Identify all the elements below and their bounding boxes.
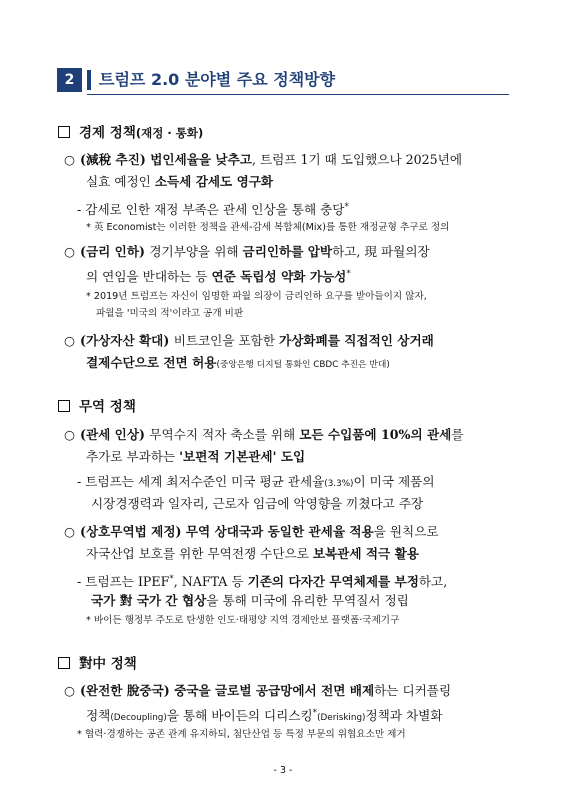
- econ-sub-1: - 감세로 인한 재정 부족은 관세 인상을 통해 충당*: [77, 202, 349, 218]
- trade-sub-2: - 트럼프는 IPEF*, NAFTA 등 기존의 다자간 무역체제를 부정하고,: [77, 574, 448, 590]
- page-number: - 3 -: [273, 765, 293, 776]
- china-bullet-1-line-2: 정책(Decoupling)을 통해 바이든의 디리스킹*(Derisking)정책과 차별화: [86, 708, 443, 724]
- trade-bullet-2-line-2: 자국산업 보호를 위한 무역전쟁 수단으로 보복관세 적극 활용: [86, 546, 419, 561]
- china-note-1: * 협력·경쟁하는 공존 관계 유지하되, 첨단산업 등 특정 부문의 위협요소만 제거: [77, 729, 406, 740]
- econ-bullet-3-line-2: 결제수단으로 전면 허용(중앙은행 디지털 통화인 CBDC 추진은 반대): [86, 355, 390, 370]
- trade-sub-1-cont: 시장경쟁력과 일자리, 근로자 임금에 악영향을 끼쳤다고 주장: [91, 496, 424, 511]
- header-accent-bar: [87, 70, 91, 90]
- econ-bullet-2-line-2: 의 연임을 반대하는 등 연준 독립성 약화 가능성*: [86, 269, 351, 285]
- trade-bullet-1-line-2: 추가로 부과하는 '보편적 기본관세' 도입: [86, 449, 306, 464]
- square-bullet-icon: [58, 126, 70, 138]
- trade-bullet-1-line-1: ○ (관세 인상) 무역수지 적자 축소를 위해 모든 수입품에 10%의 관세를: [64, 427, 464, 442]
- econ-bullet-3-line-1: ○ (가상자산 확대) 비트코인을 포함한 가상화폐를 직접적인 상거래: [64, 333, 434, 348]
- trade-sub-1: - 트럼프는 세계 최저수준인 미국 평균 관세율(3.3%)이 미국 제품의: [77, 474, 435, 489]
- section-header: [57, 68, 509, 92]
- econ-bullet-1-line-1: ○ (減稅 추진) 법인세율을 낮추고, 트럼프 1기 때 도입했으나 2025년에: [64, 152, 463, 167]
- square-bullet-icon: [58, 657, 70, 669]
- trade-note-1: * 바이든 행정부 주도로 탄생한 인도·태평양 지역 경제안보 플랫폼·국제기구: [86, 615, 400, 626]
- square-bullet-icon: [58, 400, 70, 412]
- econ-note-1: * 英 Economist는 이러한 정책을 관세-감세 복합체(Mix)를 통한 재정균형 추구로 정의: [86, 222, 450, 233]
- trade-bullet-2-line-1: ○ (상호무역법 제정) 무역 상대국과 동일한 관세율 적용을 원칙으로: [64, 524, 439, 539]
- econ-bullet-2-line-1: ○ (금리 인하) 경기부양을 위해 금리인하를 압박하고, 現 파월의장: [64, 244, 430, 259]
- heading-trade: 무역 정책: [58, 398, 136, 416]
- econ-note-2b: 파월을 '미국의 적'이라고 공개 비판: [96, 308, 244, 319]
- heading-econ: 경제 정책(재정 · 통화): [58, 124, 203, 142]
- trade-sub-2-cont: 국가 對 국가 간 협상을 통해 미국에 유리한 무역질서 정립: [91, 593, 409, 608]
- econ-bullet-1-line-2: 실효 예정인 소득세 감세도 영구화: [86, 174, 274, 189]
- econ-note-2a: * 2019년 트럼프는 자신이 임명한 파월 의장이 금리인하 요구를 받아들이지 않자,: [86, 291, 427, 302]
- section-title: 트럼프 2.0 분야별 주요 정책방향: [99, 70, 336, 89]
- china-bullet-1-line-1: ○ (완전한 脫중국) 중국을 글로벌 공급망에서 전면 배제하는 디커플링: [64, 683, 452, 698]
- section-number: 2: [57, 68, 82, 92]
- heading-china: 對中 정책: [58, 655, 137, 673]
- header-underline: [87, 94, 509, 95]
